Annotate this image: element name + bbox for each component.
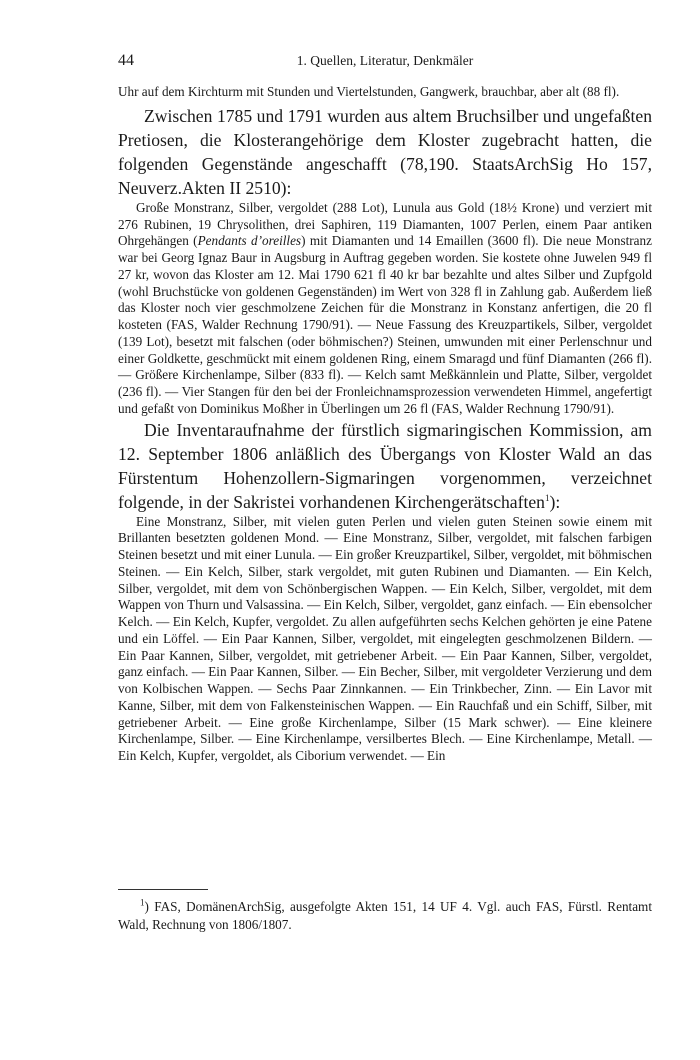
page-number: 44 xyxy=(118,52,134,69)
footnote-marker: 1 xyxy=(140,897,145,908)
footnote xyxy=(118,898,652,934)
footnote-reference[interactable]: 1 xyxy=(544,492,550,503)
footnote-divider xyxy=(118,889,208,890)
paragraph-acquisitions-list xyxy=(118,200,652,418)
running-head: 1. Quellen, Literatur, Denkmäler xyxy=(296,53,474,68)
text-segment: Große Monstranz, Silber, vergoldet (288 Lot), Lunula aus Gold (18½ Krone) und verziert mit 276 Rubinen, 19 Chrysolithen, drei Saphiren, 119 Diamanten, 1007 Perlen, einem Paar antiken Ohrgehängen ( xyxy=(118,199,652,249)
text-segment: Die Inventaraufnahme der fürstlich sigmaringischen Kommission, am 12. September 1806 anläßlich des Übergangs von Kloster Wald an das Fürstentum Hohenzollern-Sigmaringen vorgenommen, verzeichnet folgende, in der Sakristei vorhandenen Kirchengerätschaften xyxy=(118,419,652,512)
paragraph-clock: Uhr auf dem Kirchturm mit Stunden und Viertelstunden, Gangwerk, brauchbar, aber alt (88 fl). xyxy=(118,84,620,99)
text-segment: ) mit Diamanten und 14 Emaillen (3600 fl). Die neue Monstranz war bei Georg Ignaz Baur in Augsburg in Auftrag gegeben worden. Sie kostete ohne Juwelen 949 fl 27 kr, wovon das Kloster am 12. Mai 1790 621 fl 40 kr bar bezahlte und altes Silber und Zupfgold (wohl Bruchstücke von goldenen Gegenständen) im Wert von 328 fl in Zahlung gab. Außerdem ließ das Kloster noch vier geschmolzene Zeichen für die Monstranz in Konstanz anfertigen, die 20 fl kosteten (FAS, Walder Rechnung 1790/91). — Neue Fassung des Kreuzpartikels, Silber, vergoldet (139 Lot), besetzt mit falschen (oder böhmischen?) Steinen, umwunden mit einer Perlenschnur und einer Goldkette, geschmückt mit einem goldenen Ring, einem Smaragd und fünf Diamanten (266 fl). — Größere Kirchenlampe, Silber (833 fl). — Kelch samt Meßkännlein und Platte, Silber, vergoldet (236 fl). — Vier Stangen für den bei der Fronleichnamsprozession verwendeten Himmel, angefertigt und gefaßt von Dominikus Moßher in Überlingen um 26 fl (FAS, Walder Rechnung 1790/91). xyxy=(118,233,652,416)
italic-term: Pendants d’oreilles xyxy=(197,233,302,249)
paragraph-inventory-intro xyxy=(118,418,652,514)
page-body xyxy=(118,84,652,765)
footnote-body: $^1$) FAS, DomänenArchSig, ausgefolgte Akten 151, 14 UF 4. Vgl. auch FAS, Fürstl. Rentamt Wald, Rechnung von 1806/1807. xyxy=(118,897,652,932)
text-segment: ): xyxy=(549,491,561,512)
page-header xyxy=(118,52,652,72)
paragraph-acquisitions-intro: Zwischen 1785 und 1791 wurden aus altem Bruchsilber und ungefaßten Pretiosen, die Klosterangehörige dem Kloster zugebracht hatten, die folgenden Gegenstände angeschafft (78,190. StaatsArchSig Ho 157, Neuverz.Akten II 2510): xyxy=(118,105,652,198)
footnote-text: FAS, DomänenArchSig, ausgefolgte Akten 151, 14 UF 4. Vgl. auch FAS, Fürstl. Rentamt Wald, Rechnung von 1806/1807. xyxy=(118,899,652,932)
paragraph-inventory-list: Eine Monstranz, Silber, mit vielen guten Perlen und vielen guten Steinen sowie einem mit Brillanten besetzten goldenen Mond. — Eine Monstranz, Silber, vergoldet, mit falschen farbigen Steinen besetzt und mit einer Lunula. — Ein großer Kreuzpartikel, Silber, vergoldet, mit böhmischen Steinen. — Ein Kelch, Silber, stark vergoldet, mit guten Rubinen und Diamanten. — Ein Kelch, Silber, vergoldet, mit dem von Schönbergischen Wappen. — Ein Kelch, Silber, vergoldet, mit dem Wappen von Thurn und Valsassina. — Ein Kelch, Silber, vergoldet, ganz einfach. — Ein ebensolcher Kelch. — Ein Kelch, Kupfer, vergoldet. Zu allen aufgeführten sechs Kelchen gehörten je eine Patene und ein Löffel. — Ein Paar Kannen, Silber, vergoldet, mit eingelegten geschmolzenen Bildern. — Ein Paar Kannen, Silber, vergoldet, mit getriebener Arbeit. — Ein Paar Kannen, Silber, vergoldet, ganz einfach. — Ein Paar Kannen, Silber. — Ein Becher, Silber, mit vergoldeter Verzierung und dem von Kolbischen Wappen. — Sechs Paar Zinnkannen. — Ein Trinkbecher, Zinn. — Ein Lavor mit Kanne, Silber, mit dem von Falkensteinischen Wappen. — Ein Rauchfaß und ein Schiff, Silber, mit getriebener Arbeit. — Eine große Kirchenlampe, Silber (15 Mark schwer). — Eine kleinere Kirchenlampe, Silber. — Eine Kirchenlampe, versilbertes Blech. — Eine Kirchenlampe, Metall. — Ein Kelch, Kupfer, vergoldet, als Ciborium verwendet. — Ein xyxy=(118,513,652,763)
